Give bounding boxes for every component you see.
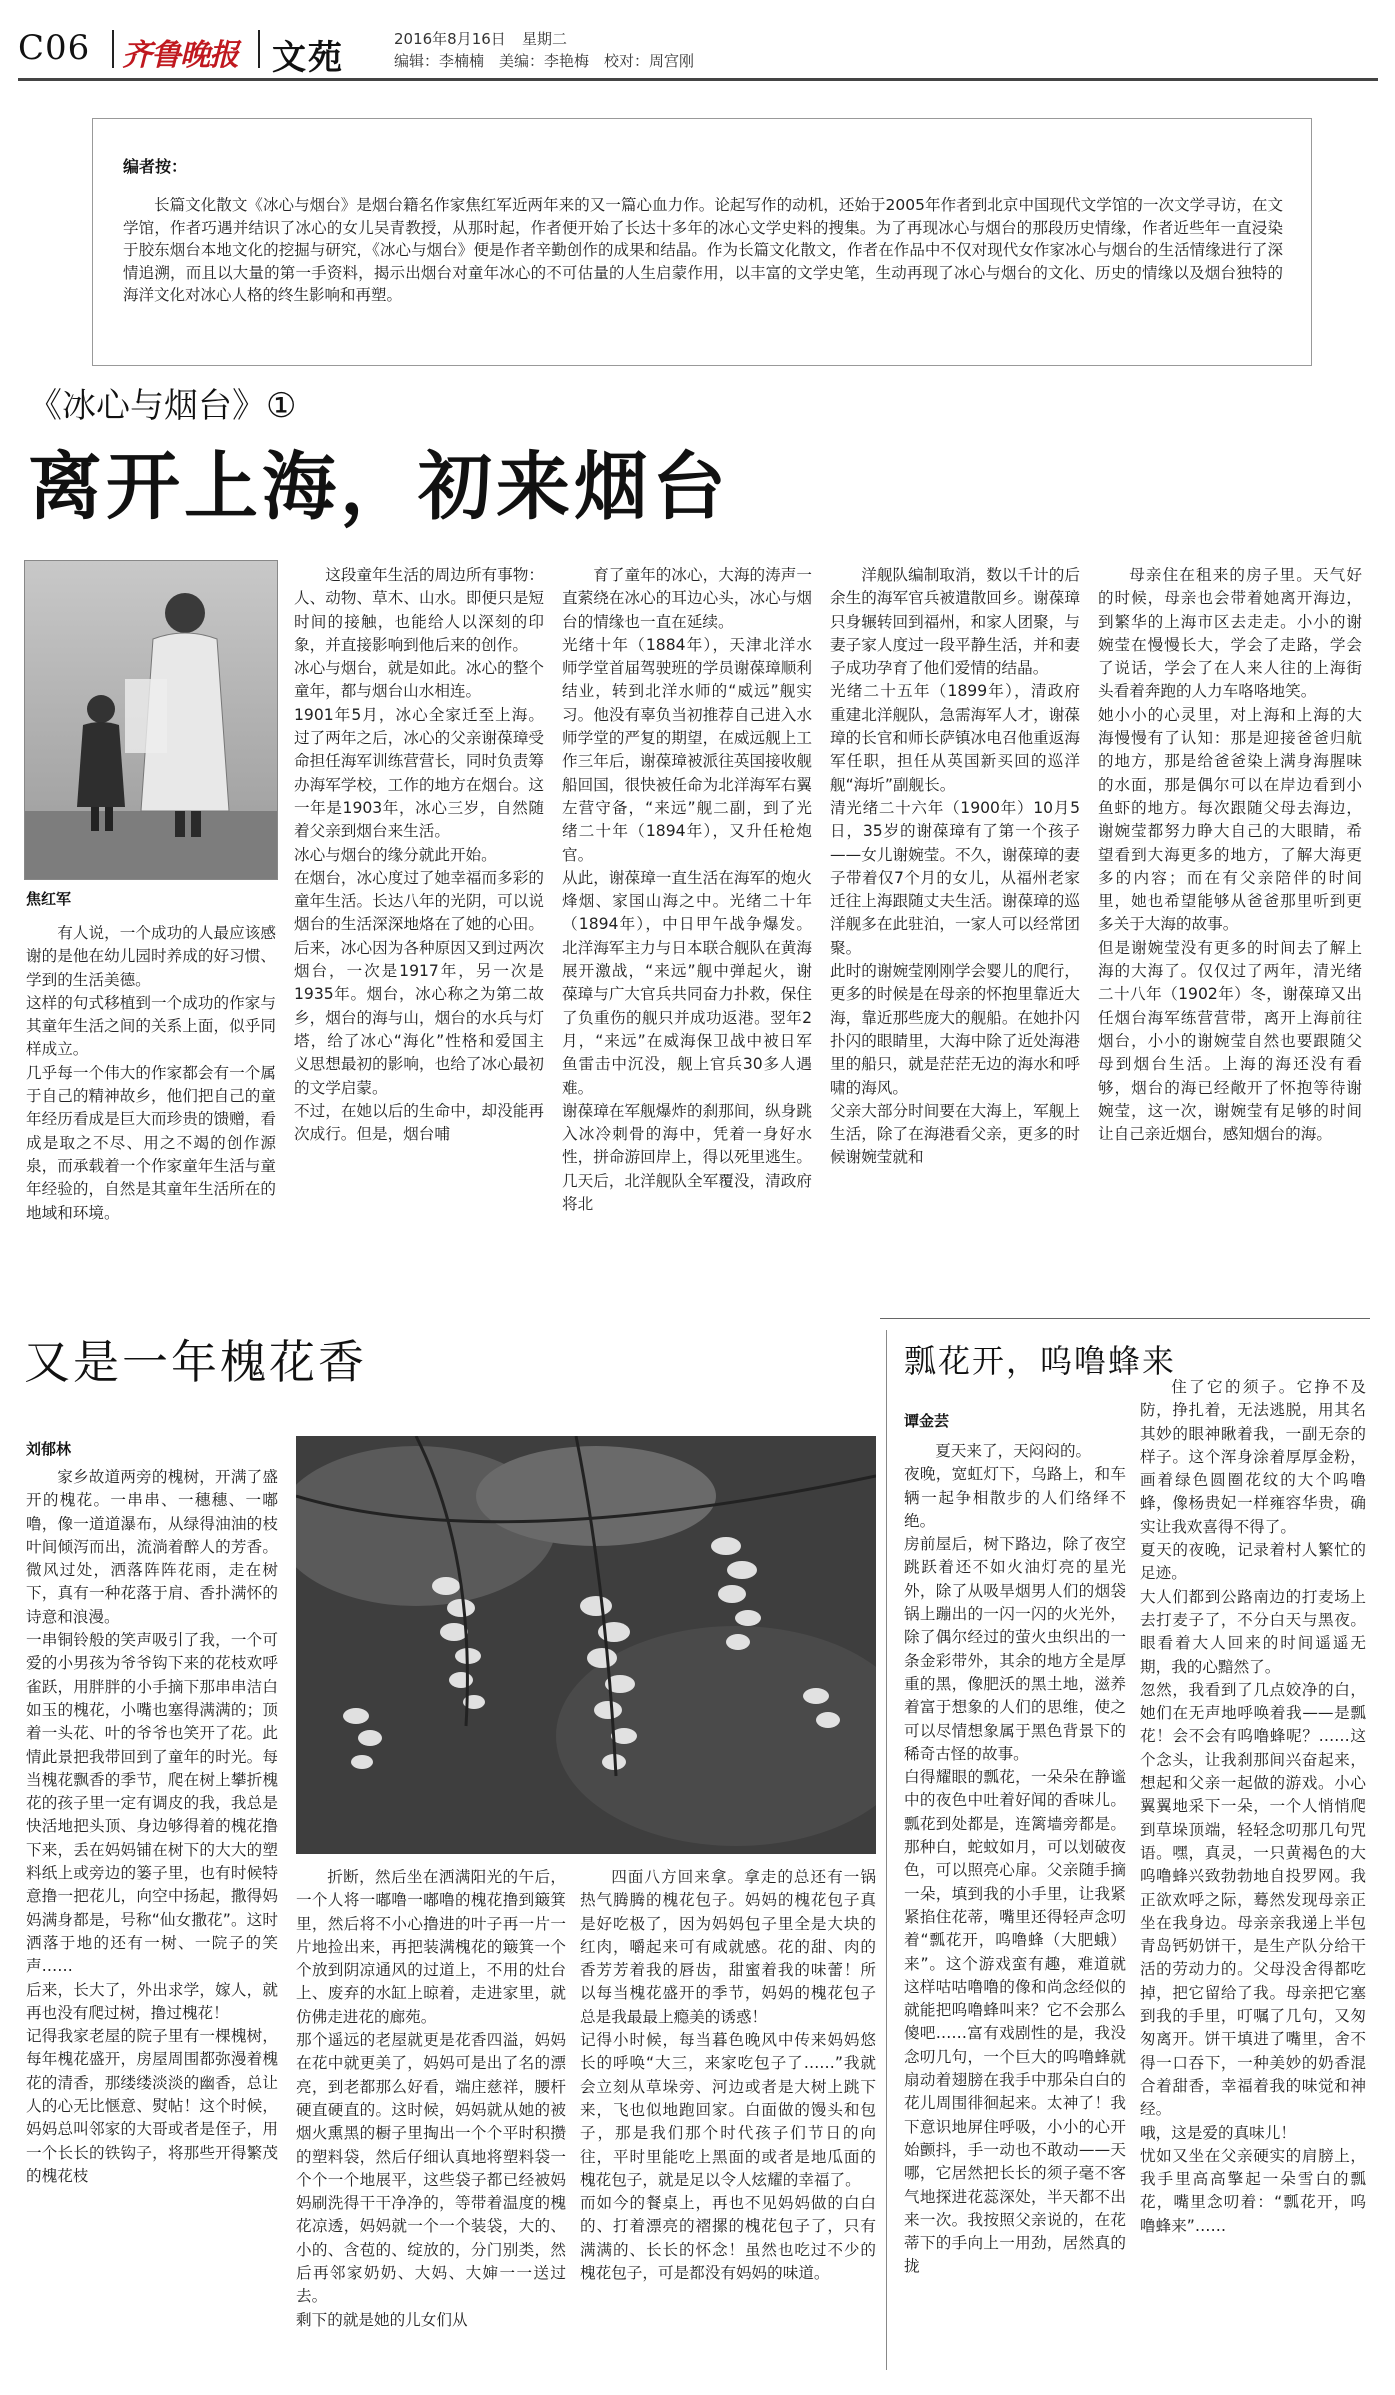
article3-col1 (904, 1440, 1126, 2370)
series-title: 《冰心与烟台》① (28, 386, 297, 426)
article1-col3 (562, 564, 812, 1316)
article2-author: 刘郁林 (26, 1440, 72, 1458)
article3-author: 谭金芸 (904, 1412, 950, 1430)
article-divider-h (880, 1318, 1370, 1319)
portrait-photo (24, 560, 278, 880)
article2-headline: 又是一年槐花香 (24, 1335, 367, 1389)
blossom-illustration (296, 1436, 876, 1854)
article-author: 焦红军 (26, 890, 72, 908)
section-name: 文苑 (272, 38, 344, 78)
article3-col2 (1140, 1376, 1366, 2370)
article2-col1-text: 家乡故道两旁的槐树，开满了盛开的槐花。一串串、一穗穗、一嘟噜，像一道道瀑布，从绿得油油的枝叶间倾泻而出，流淌着醉人的芳香。微风过处，洒落阵阵花雨，走在树下，真有一种花落于肩、香扑满怀的诗意和浪漫。 一串铜铃般的笑声吸引了我，一个可爱的小男孩为爷爷钩下来的花枝欢呼雀跃，用胖胖的小手摘下那串串洁白如玉的槐花，小嘴也塞得满满的；顶着一头花、叶的爷爷也笑开了花。此情此景把我带回到了童年的时光。每当槐花飘香的季节，爬在树上攀折槐花的孩子里一定有调皮的我，我总是快活地把头顶、身边够得着的槐花撸下来，丢在妈妈铺在树下的大大的塑料纸上或旁边的篓子里，也有时候特意撸一把花儿，向空中扬起，撒得妈妈满身都是，号称“仙女撒花”。这时洒落于地的还有一树、一院子的笑声…… 后来，长大了，外出求学，嫁人，就再也没有爬过树，撸过槐花！ 记得我家老屋的院子里有一棵槐树，每年槐花盛开，房屋周围都弥漫着槐花的清香，那缕缕淡淡的幽香，总让人的心无比惬意、熨帖！这个时候，妈妈总叫邻家的大哥或者是侄子，用一个长长的铁钩子，将那些开得繁茂的槐花枝 (26, 1468, 278, 2185)
article1-col4-text: 洋舰队编制取消，数以千计的后余生的海军官兵被遣散回乡。谢葆璋只身辗转回到福州，和家人团聚，与妻子家人度过一段平静生活，并和妻子成功孕育了他们爱情的结晶。 光绪二十五年（1899年），清政府重建北洋舰队，急需海军人才，谢葆璋的长官和师长萨镇冰电召他重返海军任职，担任从英国新买回的巡洋舰“海圻”副舰长。 清光绪二十六年（1900年）10月5日，35岁的谢葆璋有了第一个孩子——女儿谢婉莹。不久，谢葆璋的妻子带着仅7个月的女儿，从福州老家迁往上海跟随丈夫生活。谢葆璋的巡洋舰多在此驻泊，一家人可以经常团聚。 此时的谢婉莹刚刚学会婴儿的爬行，更多的时候是在母亲的怀抱里靠近大海，靠近那些庞大的舰船。在她扑闪扑闪的眼睛里，大海中除了近处海港里的船只，就是茫茫无边的海水和呼啸的海风。 父亲大部分时间要在大海上，军舰上生活，除了在海港看父亲，更多的时候谢婉莹就和 (830, 566, 1080, 1167)
editor-credits: 编辑：李楠楠 美编：李艳梅 校对：周宫刚 (394, 52, 695, 70)
article3-headline: 瓢花开，呜噜蜂来 (904, 1342, 1177, 1380)
masthead (10, 10, 1385, 78)
article1-col2 (294, 564, 544, 1316)
article1-col3-text: 育了童年的冰心，大海的涛声一直萦绕在冰心的耳边心头，冰心与烟台的情缘也一直在延续。 光绪十年（1884年），天津北洋水师学堂首届驾驶班的学员谢葆璋顺利结业，转到北洋水师的“威远”舰实习。他没有辜负当初推荐自己进入水师学堂的严复的期望，在威远舰上工作三年后，谢葆璋被派往英国接收舰船回国，很快被任命为北洋海军右翼左营守备，“来远”舰二副，到了光绪二十年（1894年），又升任枪炮官。 从此，谢葆璋一直生活在海军的炮火烽烟、家国山海之中。光绪二十年（1894年），中日甲午战争爆发。北洋海军主力与日本联合舰队在黄海展开激战，“来远”舰中弹起火，谢葆璋与广大官兵共同奋力扑救，保住了负重伤的舰只并成功返港。翌年2月，“来远”在威海保卫战中被日军鱼雷击中沉没，舰上官兵30多人遇难。 谢葆璋在军舰爆炸的刹那间，纵身跳入冰冷刺骨的海中，凭着一身好水性，拼命游回岸上，得以死里逃生。几天后，北洋舰队全军覆没，清政府将北 (562, 566, 812, 1214)
article1-col5 (1098, 564, 1362, 1316)
article1-col1-text: 有人说，一个成功的人最应该感谢的是他在幼儿园时养成的好习惯、学到的生活美德。 这样的句式移植到一个成功的作家与其童年生活之间的关系上面，似乎同样成立。 几乎每一个伟大的作家都会有一个属于自己的精神故乡，他们把自己的童年经历看成是巨大而珍贵的馈赠，看成是取之不尽、用之不竭的创作源泉，而承载着一个作家童年生活与童年经验的，自然是其童年生活所在的地域和环境。 (26, 924, 276, 1222)
issue-weekday: 星期二 (522, 30, 568, 48)
page-number: C06 (18, 28, 91, 68)
locust-blossom-photo (296, 1436, 876, 1854)
article-divider-v (886, 1330, 887, 2370)
article2-col2-text: 折断，然后坐在洒满阳光的午后，一个人将一嘟噜一嘟噜的槐花撸到簸箕里，然后将不小心撸进的叶子再一片一片地捡出来，再把装满槐花的簸箕一个个放到阴凉通风的过道上，不用的灶台上、废弃的水缸上晾着，走进家里，就仿佛走进花的廊苑。 那个遥远的老屋就更是花香四溢，妈妈在花中就更美了，妈妈可是出了名的漂亮，到老都那么好看，端庄慈祥，腰杆硬直硬直的。这时候，妈妈就从她的被烟火熏黑的橱子里掏出一个个平时积攒的塑料袋，然后仔细认真地将塑料袋一个个一个地展平，这些袋子都已经被妈妈刷洗得干干净净的，等带着温度的槐花凉透，妈妈就一个一个装袋，大的、小的、含苞的、绽放的，分门别类，然后再邻家奶奶、大妈、大婶一一送过去。 剩下的就是她的儿女们从 (296, 1868, 566, 2329)
editor-note-rule (92, 118, 1312, 119)
editor-note-label: 编者按： (123, 157, 188, 176)
article1-col2-text: 这段童年生活的周边所有事物：人、动物、草木、山水。即便只是短时间的接触，也能给人以深刻的印象，并直接影响到他后来的创作。 冰心与烟台，就是如此。冰心的整个童年，都与烟台山水相连。 1901年5月，冰心全家迁至上海。过了两年之后，冰心的父亲谢葆璋受命担任海军训练营营长，同时负责筹办海军学校，工作的地方在烟台。这一年是1903年，冰心三岁，自然随着父亲到烟台来生活。 冰心与烟台的缘分就此开始。 在烟台，冰心度过了她幸福而多彩的童年生活。长达八年的光阴，可以说烟台的生活深深地烙在了她的心田。后来，冰心因为各种原因又到过两次烟台，一次是1917年，另一次是1935年。烟台，冰心称之为第二故乡，烟台的海与山，烟台的水兵与灯塔，给了冰心“海化”性格和爱国主义思想最初的影响，也给了冰心最初的文学启蒙。 不过，在她以后的生命中，却没能再次成行。但是，烟台哺 (294, 566, 544, 1144)
article3-col2-text: 住了它的须子。它挣不及防，挣扎着，无法逃脱，用其名其妙的眼神瞅着我，一副无奈的样子。这个浑身涂着厚厚金粉，画着绿色圆圈花纹的大个呜噜蜂，像杨贵妃一样雍容华贵，确实让我欢喜得不得了。 夏天的夜晚，记录着村人繁忙的足迹。 大人们都到公路南边的打麦场上去打麦子了，不分白天与黑夜。眼看着大人回来的时间遥遥无期，我的心黯然了。 忽然，我看到了几点姣净的白，她们在无声地呼唤着我——是瓢花！会不会有呜噜蜂呢？……这个念头，让我刹那间兴奋起来，想起和父亲一起做的游戏。小心翼翼地采下一朵，一个人悄悄爬到草垛顶端，轻轻念叨那几句咒语。嘿，真灵，一只黄褐色的大呜噜蜂兴致勃勃地自投罗网。我正欲欢呼之际，蓦然发现母亲正坐在我身边。母亲亲我递上半包青岛钙奶饼干，是生产队分给干活的劳动力的。父母没舍得都吃掉，把它留给了我。母亲把它塞到我的手里，叮嘱了几句，又匆匆离开。饼干填进了嘴里，舍不得一口吞下，一种美妙的奶香混合着甜香，幸福着我的味觉和神经。 哦，这是爱的真味儿！ 忧如又坐在父亲硬实的肩膀上，我手里高高擎起一朵雪白的瓢花，嘴里念叨着：“瓢花开，呜噜蜂来”…… (1140, 1378, 1366, 2235)
article2-col2 (296, 1866, 566, 2371)
paper-logo: 齐鲁晚报 (122, 38, 238, 73)
issue-date: 2016年8月16日 (394, 30, 506, 48)
article2-col1 (26, 1466, 278, 2371)
masthead-divider-2 (258, 30, 260, 68)
article-headline: 离开上海，初来烟台 (28, 444, 730, 530)
article1-col4 (830, 564, 1080, 1316)
editor-note-box (92, 118, 1312, 366)
portrait-illustration (25, 561, 277, 879)
editor-note-text: 长篇文化散文《冰心与烟台》是烟台籍名作家焦红军近两年来的又一篇心血力作。论起写作的动机，还始于2005年作者到北京中国现代文学馆的一次文学寻访，在文学馆，作者巧遇并结识了冰心的女儿吴青教授，从那时起，作者便开始了长达十多年的冰心文学史料的搜集。为了再现冰心与烟台的那段历史情缘，作者近些年一直浸染于胶东烟台本地文化的挖掘与研究，《冰心与烟台》便是作者辛勤创作的成果和结晶。作为长篇文化散文，作者在作品中不仅对现代女作家冰心与烟台的生活情缘进行了深情追溯，而且以大量的第一手资料，揭示出烟台对童年冰心的不可估量的人生启蒙作用，以丰富的文学史笔，生动再现了冰心与烟台的文化、历史的情缘以及烟台独特的海洋文化对冰心人格的终生影响和再塑。 (123, 196, 1283, 304)
article3-col1-text: 夏天来了，天闷闷的。 夜晚，宽虹灯下，乌路上，和车辆一起争相散步的人们络绎不绝。 房前屋后，树下路边，除了夜空跳跃着还不如火油灯亮的星光外，除了从吸旱烟男人们的烟袋锅上蹦出的一闪一闪的火光外，除了偶尔经过的萤火虫织出的一条金彩带外，其余的地方全是厚重的黑，像肥沃的黑土地，滋养着富于想象的人们的思维，使之可以尽情想象属于黑色背景下的稀奇古怪的故事。 白得耀眼的瓢花，一朵朵在静谧中的夜色中吐着好闻的香味儿。瓢花到处都是，连篱墙旁都是。那种白，蛇蚊如月，可以划破夜色，可以照亮心扉。父亲随手摘一朵，填到我的小手里，让我紧紧掐住花蒂，嘴里还得轻声念叨着“瓢花开，呜噜蜂（大肥蛾）来”。这个游戏蛮有趣，难道就这样咕咕噜噜的像和尚念经似的就能把呜噜蜂叫来？它不会那么傻吧……富有戏剧性的是，我没念叨几句，一个巨大的呜噜蜂就扇动着翅膀在我手中那朵白白的花儿周围徘徊起来。太神了！我下意识地屏住呼吸，小小的心开始颤抖，手一动也不敢动——天哪，它居然把长长的须子毫不客气地探进花蕊深处，半天都不出来一次。我按照父亲说的，在花蒂下的手向上一用劲，居然真的拢 (904, 1442, 1126, 2276)
article1-col5-text: 母亲住在租来的房子里。天气好的时候，母亲也会带着她离开海边，到繁华的上海市区去走走。小小的谢婉莹在慢慢长大，学会了走路，学会了说话，学会了在人来人往的上海街头看着奔跑的人力车咯咯地笑。 她小小的心灵里，对上海和上海的大海慢慢有了认知：那是迎接爸爸归航的地方，那是给爸爸染上满身海腥味的水面，那是偶尔可以在岸边看到小鱼虾的地方。每次跟随父母去海边，谢婉莹都努力睁大自己的大眼睛，希望看到大海更多的地方，了解大海更多的内容；而在有父亲陪伴的时间里，她也希望能够从爸爸那里听到更多关于大海的故事。 但是谢婉莹没有更多的时间去了解上海的大海了。仅仅过了两年，清光绪二十八年（1902年）冬，谢葆璋又出任烟台海军练营营带，离开上海前往烟台，小小的谢婉莹自然也要跟随父母到烟台生活。上海的海还没有看够，烟台的海已经敞开了怀抱等待谢婉莹，这一次，谢婉莹有足够的时间让自己亲近烟台，感知烟台的海。 (1098, 566, 1362, 1144)
masthead-divider (112, 30, 114, 68)
masthead-rule (18, 78, 1378, 81)
article2-col3-text: 四面八方回来拿。拿走的总还有一锅热气腾腾的槐花包子。妈妈的槐花包子真是好吃极了，因为妈妈包子里全是大块的红肉，嚼起来可有咸就感。花的甜、肉的香芳芳着我的唇齿，甜蜜着我的味蕾！所以每当槐花盛开的季节，妈妈的槐花包子总是我最最上瘾美的诱惑！ 记得小时候，每当暮色晚风中传来妈妈悠长的呼唤“大三，来家吃包子了……”我就会立刻从草垛旁、河边或者是大树上跳下来，飞也似地跑回家。白面做的馒头和包子，那是我们那个时代孩子们节日的向往，平时里能吃上黑面的或者是地瓜面的槐花包子，就是足以令人炫耀的幸福了。 而如今的餐桌上，再也不见妈妈做的白白的、打着漂亮的褶摞的槐花包子了，只有满满的、长长的怀念！虽然也吃过不少的槐花包子，可是都没有妈妈的味道。 (580, 1868, 876, 2283)
article1-col1 (26, 922, 276, 1312)
article2-col3 (580, 1866, 876, 2371)
